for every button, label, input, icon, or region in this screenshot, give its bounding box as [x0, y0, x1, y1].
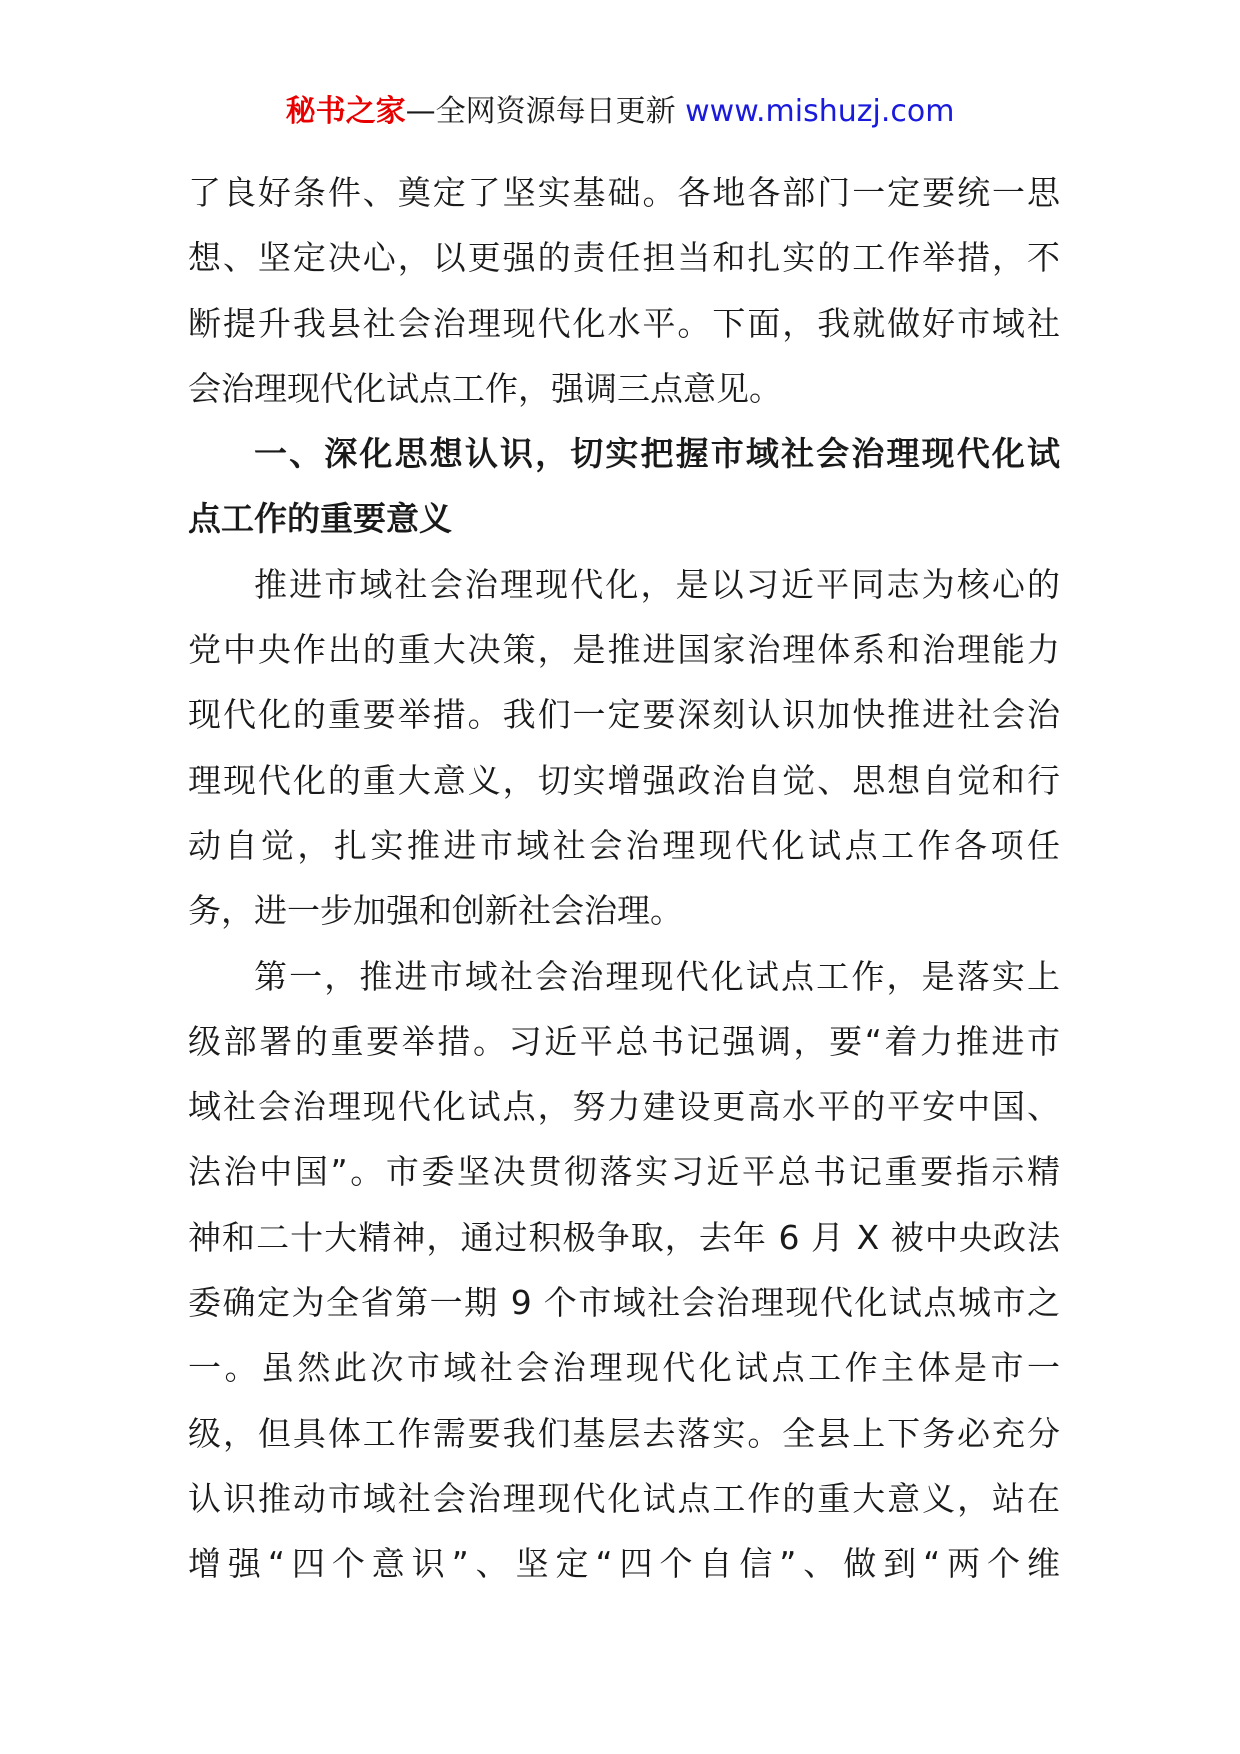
- paragraph-line: 推进市域社会治理现代化，是以习近平同志为核心的: [254, 564, 1060, 604]
- document-body: [188, 160, 1060, 1597]
- paragraph-line: 一。虽然此次市域社会治理现代化试点工作主体是市一: [188, 1348, 1060, 1388]
- paragraph-line: 第一，推进市域社会治理现代化试点工作，是落实上: [254, 956, 1060, 996]
- header-tagline: —全网资源每日更新: [405, 94, 686, 129]
- paragraph-line: 法治中国”。市委坚决贯彻落实习近平总书记重要指示精: [188, 1152, 1060, 1192]
- paragraph-line: 了良好条件、奠定了坚实基础。各地各部门一定要统一思: [188, 173, 1060, 212]
- paragraph-line: 动自觉，扎实推进市域社会治理现代化试点工作各项任: [188, 825, 1060, 865]
- paragraph-line: 想、坚定决心，以更强的责任担当和扎实的工作举措，不: [188, 238, 1060, 278]
- paragraph-line: 神和二十大精神，通过积极争取，去年 6 月 X 被中央政法: [188, 1217, 1060, 1257]
- paragraph-line: 级，但具体工作需要我们基层去落实。全县上下务必充分: [188, 1413, 1060, 1453]
- paragraph-line: 现代化的重要举措。我们一定要深刻认识加快推进社会治: [188, 695, 1060, 735]
- paragraph-line: 会治理现代化试点工作，强调三点意见。: [188, 368, 782, 408]
- page-header: [0, 92, 1240, 132]
- paragraph-line: 增强“四个意识”、坚定“四个自信”、做到“两个维: [188, 1544, 1060, 1584]
- paragraph-line: 域社会治理现代化试点，努力建设更高水平的平安中国、: [188, 1087, 1060, 1127]
- paragraph-line: 认识推动市域社会治理现代化试点工作的重大意义，站在: [188, 1478, 1060, 1518]
- paragraph-line: 务，进一步加强和创新社会治理。: [188, 891, 683, 931]
- brand-name: 秘书之家: [285, 94, 406, 129]
- paragraph-line: 党中央作出的重大决策，是推进国家治理体系和治理能力: [188, 630, 1060, 670]
- section-heading-line: 点工作的重要意义: [188, 499, 452, 539]
- section-heading-line: 一、深化思想认识，切实把握市域社会治理现代化试: [254, 434, 1060, 474]
- paragraph-line: 断提升我县社会治理现代化水平。下面，我就做好市域社: [188, 303, 1060, 343]
- website-url[interactable]: www.mishuzj.com: [685, 94, 955, 129]
- paragraph-line: 委确定为全省第一期 9 个市域社会治理现代化试点城市之: [188, 1283, 1060, 1323]
- paragraph-line: 理现代化的重大意义，切实增强政治自觉、思想自觉和行: [188, 760, 1060, 800]
- paragraph-line: 级部署的重要举措。习近平总书记强调，要“着力推进市: [188, 1021, 1060, 1061]
